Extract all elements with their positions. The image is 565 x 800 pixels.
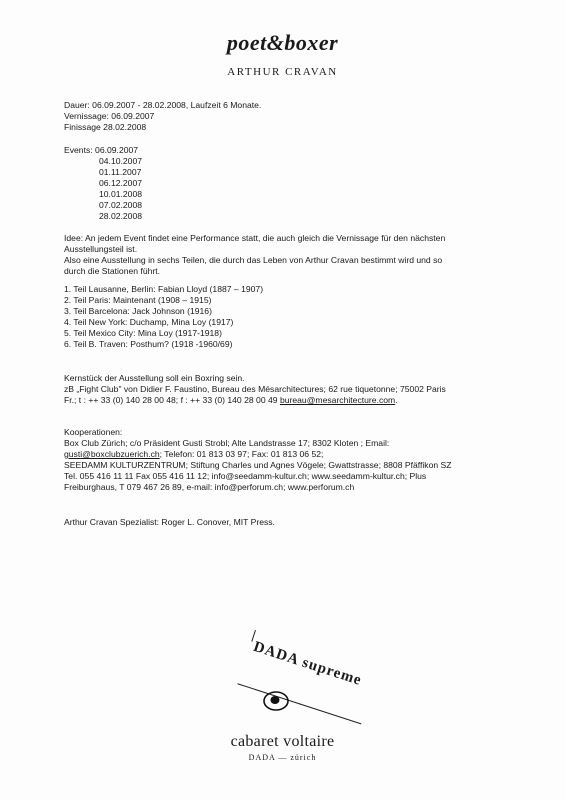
part-item: 6. Teil B. Traven: Posthum? (1918 -1960/69)	[64, 339, 233, 349]
idea-line: durch die Stationen führt.	[64, 266, 161, 276]
duration-line: Dauer: 06.09.2007 - 28.02.2008, Laufzeit 6 Monate.	[64, 100, 262, 110]
kern-line: zB „Fight Club" von Didier F. Faustino, Bureau des Mésarchitectures; 62 rue tiquetonne; 75002 Paris	[64, 384, 446, 394]
cooperation-line: Box Club Zürich; c/o Präsident Gusti Strobl; Alte Landstrasse 17; 8302 Kloten ; Email:	[64, 438, 390, 448]
idea-line: Also eine Ausstellung in sechs Teilen, die durch das Leben von Arthur Cravan bestimmt wird und so	[64, 255, 443, 265]
part-item: 2. Teil Paris: Maintenant (1908 – 1915)	[64, 295, 212, 305]
events-block	[64, 145, 514, 222]
cooperation-line: SEEDAMM KULTURZENTRUM; Stiftung Charles und Agnes Vögele; Gwattstrasse; 8808 Pfäffikon SZ	[64, 460, 452, 470]
event-date: 10.01.2008	[99, 189, 143, 199]
part-item: 5. Teil Mexico City: Mina Loy (1917-1918)	[64, 328, 222, 338]
events-first: Events: 06.09.2007	[64, 145, 139, 155]
cooperation-line: Tel. 055 416 11 11 Fax 055 416 11 12; info@seedamm-kultur.ch; www.seedamm-kultur.ch; Plus	[64, 471, 427, 481]
part-item: 3. Teil Barcelona: Jack Johnson (1916)	[64, 306, 212, 316]
dates-block	[64, 100, 514, 133]
event-date: 01.11.2007	[99, 167, 142, 177]
punctuation: .	[395, 395, 398, 405]
cabaret-logo-icon	[262, 690, 290, 712]
idea-line: Ausstellungsteil ist.	[64, 244, 138, 254]
footer-subtitle: DADA — zürich	[248, 753, 317, 762]
cooperation-line: Freiburghaus, T 079 467 26 89, e-mail: info@perforum.ch; www.perforum.ch	[64, 482, 355, 492]
specialist-line: Arthur Cravan Spezialist: Roger L. Conover, MIT Press.	[64, 517, 275, 527]
parts-list	[64, 284, 514, 350]
idea-block	[64, 233, 514, 277]
vernissage-line: Vernissage: 06.09.2007	[64, 111, 155, 121]
finissage-line: Finissage 28.02.2008	[64, 122, 147, 132]
event-date: 28.02.2008	[99, 211, 143, 221]
event-date: 06.12.2007	[99, 178, 143, 188]
idea-line: Idee: An jedem Event findet eine Performance statt, die auch gleich die Vernissage für den nächsten	[64, 233, 446, 243]
contact-text: ; Telefon: 01 813 03 97; Fax: 01 813 06 52;	[159, 449, 324, 459]
cooperation-heading: Kooperationen:	[64, 427, 123, 437]
kern-line: Kernstück der Ausstellung soll ein Boxring sein.	[64, 373, 245, 383]
cooperation-block	[64, 427, 514, 493]
kern-line	[64, 395, 514, 406]
contact-text: Fr.; t : ++ 33 (0) 140 28 00 48; f : ++ 33 (0) 140 28 00 49	[64, 395, 280, 405]
event-date: 04.10.2007	[99, 156, 143, 166]
cooperation-line	[64, 449, 514, 460]
header-title: poet&boxer	[226, 30, 339, 55]
event-date: 07.02.2008	[99, 200, 143, 210]
stamp-text: DADA supreme	[251, 638, 364, 689]
email-link[interactable]: gusti@boxclubzuerich.ch	[64, 449, 160, 459]
kern-block	[64, 373, 514, 406]
dada-stamp	[237, 630, 378, 724]
part-item: 1. Teil Lausanne, Berlin: Fabian Lloyd (1887 – 1907)	[64, 284, 264, 294]
part-item: 4. Teil New York: Duchamp, Mina Loy (1917)	[64, 317, 234, 327]
footer-title: cabaret voltaire	[230, 733, 335, 750]
header-subtitle: ARTHUR CRAVAN	[227, 66, 338, 78]
email-link[interactable]: bureau@mesarchitecture.com	[279, 395, 396, 405]
